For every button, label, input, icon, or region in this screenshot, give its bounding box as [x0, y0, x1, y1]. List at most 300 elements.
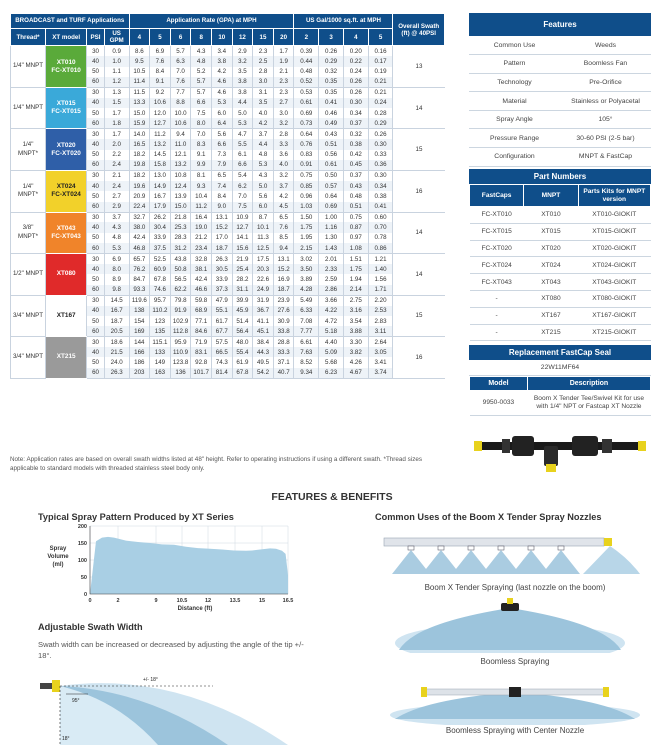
parts-row [470, 290, 651, 307]
feature-value: 30-60 PSI (2-5 bar) [560, 129, 651, 148]
table-cell: 13.9 [170, 191, 191, 201]
table-cell: 59.8 [191, 295, 212, 305]
table-cell: 4.7 [232, 129, 253, 139]
feature-value: Boomless Fan [560, 55, 651, 74]
chart-ylabel-line1: Spray [49, 546, 67, 552]
table-cell: 4.6 [211, 87, 232, 97]
table-cell: 18.7 [273, 285, 294, 295]
table-cell: 46.6 [191, 285, 212, 295]
section-title: FEATURES & BENEFITS [271, 491, 393, 503]
table-cell: 3.54 [343, 316, 368, 326]
model-cell: XT215 [46, 337, 87, 379]
table-cell: 154 [129, 316, 150, 326]
parts-cell: XT010 [524, 207, 578, 224]
table-cell: 9.8 [104, 285, 129, 295]
table-cell: 3.11 [368, 326, 393, 336]
table-cell: 3.2 [273, 170, 294, 180]
table-cell: 3.50 [294, 264, 319, 274]
table-cell: 2.1 [273, 67, 294, 77]
application-rate-table [10, 13, 445, 379]
feature-row [469, 55, 651, 74]
table-cell: 12.7 [150, 118, 171, 128]
table-row [11, 337, 445, 347]
feature-label: Material [469, 92, 560, 111]
table-cell: 95.7 [150, 295, 171, 305]
table-cell: 7.9 [211, 160, 232, 170]
col-header: Thread* [11, 29, 46, 46]
table-cell: 0.20 [343, 46, 368, 56]
table-cell: 0.37 [343, 170, 368, 180]
model-cell: XT015 FC-XT015 [46, 87, 87, 129]
model-cell: XT167 [46, 295, 87, 337]
parts-cell: FC-XT043 [470, 274, 524, 291]
table-cell: 0.30 [343, 98, 368, 108]
table-cell: 8.4 [211, 191, 232, 201]
table-cell: 0.16 [368, 46, 393, 56]
parts-cell: - [470, 324, 524, 341]
x-tick-label: 16.5 [282, 598, 294, 604]
table-cell: 92.8 [191, 357, 212, 367]
parts-cell: XT167 [524, 307, 578, 324]
parts-row [470, 240, 651, 257]
nozzle-icon [52, 680, 60, 692]
table-cell: 60 [87, 326, 105, 336]
table-cell: 0.35 [319, 77, 344, 87]
table-cell: 1.2 [104, 77, 129, 87]
table-cell: 60 [87, 77, 105, 87]
table-cell: 12.7 [232, 222, 253, 232]
table-cell: 60 [87, 368, 105, 378]
table-cell: 8.4 [150, 67, 171, 77]
table-cell: 4.0 [253, 108, 274, 118]
table-cell: 7.5 [191, 108, 212, 118]
table-cell: 0.69 [294, 108, 319, 118]
parts-cell: - [470, 290, 524, 307]
table-cell: 9.0 [211, 202, 232, 212]
table-cell: 10.8 [170, 170, 191, 180]
table-cell: 1.9 [273, 56, 294, 66]
table-cell: 0.21 [368, 87, 393, 97]
y-tick-label: 100 [77, 558, 87, 564]
table-cell: 15.9 [129, 118, 150, 128]
table-cell: 2.8 [273, 129, 294, 139]
table-cell: 0.61 [319, 160, 344, 170]
table-cell: 2.9 [232, 46, 253, 56]
table-cell: 4.67 [343, 368, 368, 378]
table-cell: 32.7 [129, 212, 150, 222]
col-header: 5 [150, 29, 171, 46]
table-cell: 7.6 [273, 222, 294, 232]
table-cell: 6.0 [211, 108, 232, 118]
table-cell: 3.30 [343, 337, 368, 347]
feature-value: Pre-Orifice [560, 73, 651, 92]
table-cell: 3.89 [294, 274, 319, 284]
table-cell: 23.4 [191, 243, 212, 253]
table-cell: 79.8 [170, 295, 191, 305]
table-cell: 23.9 [273, 295, 294, 305]
table-cell: 136 [170, 368, 191, 378]
x-tick-label: 9 [154, 598, 158, 604]
table-cell: 0.29 [368, 118, 393, 128]
table-cell: 2.14 [343, 285, 368, 295]
table-cell: 0.51 [343, 202, 368, 212]
parts-cell: XT015-GIOKIT [578, 223, 650, 240]
table-cell: 3.1 [253, 87, 274, 97]
table-cell: 6.6 [211, 139, 232, 149]
parts-cell: XT010-GIOKIT [578, 207, 650, 224]
table-cell: 40 [87, 98, 105, 108]
feature-row [469, 148, 651, 167]
table-cell: 5.0 [232, 108, 253, 118]
parts-cell: XT080 [524, 290, 578, 307]
table-cell: 9.4 [170, 129, 191, 139]
table-cell: 15.8 [150, 160, 171, 170]
table-cell: 2.7 [273, 98, 294, 108]
parts-cell: FC-XT010 [470, 207, 524, 224]
table-cell: 39.9 [232, 295, 253, 305]
table-cell: 0.75 [294, 170, 319, 180]
table-cell: 17.9 [150, 202, 171, 212]
table-cell: 8.9 [104, 274, 129, 284]
table-cell: 8.8 [170, 98, 191, 108]
table-cell: 203 [129, 368, 150, 378]
table-cell: 5.3 [253, 160, 274, 170]
table-cell: 65.7 [129, 254, 150, 264]
table-cell: 13.2 [170, 160, 191, 170]
table-cell: 0.91 [294, 160, 319, 170]
table-cell: 30 [87, 337, 105, 347]
table-cell: 18.6 [104, 337, 129, 347]
table-cell: 36.7 [253, 306, 274, 316]
table-cell: 9.1 [150, 77, 171, 87]
table-cell: 7.3 [211, 150, 232, 160]
y-tick-label: 50 [80, 575, 87, 581]
table-cell: 11.5 [129, 87, 150, 97]
table-cell: 21.5 [104, 347, 129, 357]
table-row [11, 87, 445, 97]
table-cell: 0.33 [368, 150, 393, 160]
column-header-row [11, 29, 445, 46]
table-cell: 0.70 [368, 222, 393, 232]
table-cell: 2.59 [319, 274, 344, 284]
table-cell: 67.8 [150, 274, 171, 284]
table-cell: 4.8 [191, 56, 212, 66]
table-cell: 28.2 [232, 274, 253, 284]
table-cell: 5.3 [232, 118, 253, 128]
table-cell: 4.72 [319, 316, 344, 326]
table-cell: 0.39 [294, 46, 319, 56]
table-cell: 1.75 [343, 264, 368, 274]
table-cell: 50 [87, 191, 105, 201]
table-cell: 5.0 [253, 181, 274, 191]
table-cell: 0.32 [319, 67, 344, 77]
table-cell: 30 [87, 170, 105, 180]
table-cell: 3.7 [273, 181, 294, 191]
x-tick-label: 2 [116, 598, 120, 604]
table-cell: 13.0 [150, 170, 171, 180]
table-cell: 45.9 [232, 306, 253, 316]
feature-label: Pressure Range [469, 129, 560, 148]
table-cell: 30 [87, 87, 105, 97]
table-cell: 56.5 [170, 274, 191, 284]
broadcast-header: BROADCAST and TURF Applications [11, 14, 130, 29]
model-cell: XT010 FC-XT010 [46, 46, 87, 88]
x-tick-label: 12 [204, 598, 212, 604]
table-cell: 5.7 [191, 87, 212, 97]
table-cell: 40.7 [273, 368, 294, 378]
table-cell: 4.3 [253, 170, 274, 180]
table-cell: 11.0 [170, 139, 191, 149]
table-cell: 19.0 [191, 222, 212, 232]
swath-cell: 15 [393, 129, 445, 171]
table-note: Note: Application rates are based on overall swath widths listed at 48" height. Refer to operating instructions if using a different swath. *Thread sizes applicable to standard models with threaded stainless steel body only. [10, 456, 422, 472]
chart-ylabel-line2: Volume [47, 554, 69, 560]
table-cell: 1.7 [104, 129, 129, 139]
table-cell: 3.8 [232, 77, 253, 87]
table-cell: 16.5 [129, 139, 150, 149]
table-cell: 21.8 [170, 212, 191, 222]
thread-cell: 1/2" MNPT [11, 254, 46, 296]
feature-label: Technology [469, 73, 560, 92]
table-cell: 101.7 [191, 368, 212, 378]
model-cell: XT080 [46, 254, 87, 296]
table-cell: 0.35 [319, 87, 344, 97]
col-header: 20 [273, 29, 294, 46]
table-cell: 10.6 [150, 98, 171, 108]
table-cell: 31.1 [232, 285, 253, 295]
table-cell: 0.78 [368, 233, 393, 243]
table-cell: 5.3 [211, 98, 232, 108]
table-cell: 5.6 [253, 191, 274, 201]
swath-title: Adjustable Swath Width [38, 622, 143, 632]
feature-label: Configuration [469, 148, 560, 167]
table-cell: 4.4 [253, 139, 274, 149]
uses-title: Common Uses of the Boom X Tender Spray Nozzles [375, 512, 602, 522]
table-cell: 149 [150, 357, 171, 367]
table-cell: 0.24 [368, 98, 393, 108]
table-cell: 2.1 [104, 170, 129, 180]
table-cell: 19.6 [129, 181, 150, 191]
model-cell: XT043 FC-XT043 [46, 212, 87, 254]
table-cell: 2.3 [273, 87, 294, 97]
feature-row [469, 73, 651, 92]
table-cell: 50 [87, 274, 105, 284]
table-cell: 2.15 [294, 243, 319, 253]
table-cell: 3.4 [211, 46, 232, 56]
table-cell: 31.9 [253, 295, 274, 305]
table-cell: 12.4 [170, 181, 191, 191]
table-cell: 26.3 [104, 368, 129, 378]
table-cell: 18.2 [129, 170, 150, 180]
table-cell: 7.6 [170, 77, 191, 87]
thread-cell: 1/4" MNPT [11, 87, 46, 129]
caption-boomless-center: Boomless Spraying with Center Nozzle [445, 726, 585, 735]
table-cell: 32.8 [191, 254, 212, 264]
table-cell: 10.1 [253, 222, 274, 232]
table-cell: 47.9 [211, 295, 232, 305]
table-cell: 57.5 [211, 337, 232, 347]
y-tick-label: 0 [83, 592, 87, 598]
table-cell: 12.1 [170, 150, 191, 160]
table-cell: 1.16 [319, 222, 344, 232]
table-cell: 0.96 [294, 191, 319, 201]
table-cell: 1.7 [104, 108, 129, 118]
table-cell: 60 [87, 202, 105, 212]
table-row [11, 212, 445, 222]
table-cell: 61.9 [232, 357, 253, 367]
boomless-spraying-illustration [385, 598, 645, 653]
table-cell: 138 [129, 306, 150, 316]
table-cell: 84.7 [129, 274, 150, 284]
table-cell: 0.97 [343, 233, 368, 243]
table-cell: 1.1 [104, 67, 129, 77]
table-cell: 8.7 [253, 212, 274, 222]
thread-cell: 1/4" MNPT* [11, 170, 46, 212]
table-cell: 0.38 [343, 139, 368, 149]
col-header: 2 [294, 29, 319, 46]
feature-row [469, 129, 651, 148]
table-cell: 6.23 [319, 368, 344, 378]
table-cell: 0.29 [319, 56, 344, 66]
col-header: 3 [319, 29, 344, 46]
table-cell: 8.5 [273, 233, 294, 243]
table-cell: 1.40 [368, 264, 393, 274]
table-cell: 4.6 [211, 77, 232, 87]
table-cell: 44.3 [253, 347, 274, 357]
table-cell: 5.09 [319, 347, 344, 357]
application-table-body [11, 46, 445, 379]
table-cell: 0.56 [319, 150, 344, 160]
table-cell: 22.4 [129, 202, 150, 212]
table-cell: 1.3 [104, 87, 129, 97]
table-cell: 7.5 [232, 202, 253, 212]
table-cell: 40 [87, 56, 105, 66]
table-cell: 0.64 [294, 129, 319, 139]
table-cell: 5.7 [191, 77, 212, 87]
parts-cell: XT020 [524, 240, 578, 257]
table-cell: 0.87 [343, 222, 368, 232]
table-cell: 2.3 [273, 77, 294, 87]
table-cell: 46.8 [129, 243, 150, 253]
table-cell: 0.30 [368, 170, 393, 180]
table-cell: 0.73 [294, 118, 319, 128]
table-cell: 6.1 [232, 150, 253, 160]
table-cell: 12.0 [150, 108, 171, 118]
table-cell: 52.5 [150, 254, 171, 264]
col-header: 4 [343, 29, 368, 46]
table-cell: 10.0 [170, 108, 191, 118]
table-cell: 60.9 [150, 264, 171, 274]
table-cell: 30 [87, 295, 105, 305]
table-cell: 1.56 [368, 274, 393, 284]
table-cell: 21.2 [191, 233, 212, 243]
table-cell: 0.32 [343, 129, 368, 139]
table-cell: 20.5 [104, 326, 129, 336]
swath-text: Swath width can be increased or decreased by adjusting the angle of the tip +/- 18°. [38, 640, 304, 660]
table-cell: 6.6 [232, 160, 253, 170]
col-header: XT model [46, 29, 87, 46]
table-cell: 3.0 [273, 108, 294, 118]
spray-volume-area [90, 537, 288, 594]
table-cell: 9.5 [129, 56, 150, 66]
table-cell: 3.82 [343, 347, 368, 357]
table-cell: 14.5 [104, 295, 129, 305]
table-cell: 17.5 [253, 254, 274, 264]
table-cell: 10.9 [232, 212, 253, 222]
table-cell: 5.6 [211, 129, 232, 139]
table-cell: 4.22 [319, 306, 344, 316]
chart-ylabel-line3: (ml) [52, 562, 64, 568]
col-header: US GPM [104, 29, 129, 46]
table-cell: 60 [87, 285, 105, 295]
table-cell: 40 [87, 222, 105, 232]
table-cell: 8.3 [191, 139, 212, 149]
parts-cell: XT024-GIOKIT [578, 257, 650, 274]
table-cell: 30.4 [150, 222, 171, 232]
table-cell: 0.21 [368, 77, 393, 87]
table-cell: 37.3 [211, 285, 232, 295]
x-tick-label: 10.5 [176, 598, 188, 604]
table-cell: 76.2 [129, 264, 150, 274]
table-cell: 133 [150, 347, 171, 357]
table-cell: 50.8 [170, 264, 191, 274]
table-cell: 102.9 [170, 316, 191, 326]
table-cell: 4.8 [253, 150, 274, 160]
table-cell: 1.51 [343, 254, 368, 264]
table-row [11, 170, 445, 180]
table-cell: 2.0 [104, 139, 129, 149]
table-cell: 10.6 [170, 118, 191, 128]
table-cell: 0.45 [343, 160, 368, 170]
table-cell: 9.4 [273, 243, 294, 253]
table-cell: 37.5 [150, 243, 171, 253]
table-cell: 9.9 [191, 160, 212, 170]
table-cell: 7.63 [294, 347, 319, 357]
swath-cell: 14 [393, 87, 445, 129]
table-cell: 0.61 [294, 98, 319, 108]
table-cell: 2.53 [368, 306, 393, 316]
table-cell: 16.9 [273, 274, 294, 284]
tee-kit-image [472, 422, 648, 474]
thread-cell: 1/4" MNPT [11, 46, 46, 88]
table-cell: 55.4 [232, 347, 253, 357]
feature-value: MNPT & FastCap [560, 148, 651, 167]
table-cell: 135 [150, 326, 171, 336]
table-cell: 3.0 [253, 77, 274, 87]
description-value: Boom X Tender Tee/Swivel Kit for use with 1/4" NPT or Fastcap XT Nozzle [527, 391, 650, 416]
col-header: 6 [170, 29, 191, 46]
col-header: 4 [129, 29, 150, 46]
feature-label: Common Use [469, 36, 560, 55]
table-cell: 0.17 [368, 56, 393, 66]
table-cell: 22.6 [253, 274, 274, 284]
table-cell: 40 [87, 347, 105, 357]
table-row [11, 254, 445, 264]
x-tick-label: 15 [258, 598, 266, 604]
table-cell: 1.0 [104, 56, 129, 66]
table-cell: 38.0 [129, 222, 150, 232]
table-cell: 0.64 [319, 191, 344, 201]
table-cell: 84.6 [191, 326, 212, 336]
table-cell: 17.0 [211, 233, 232, 243]
table-cell: 54.2 [253, 368, 274, 378]
table-cell: 24.9 [253, 285, 274, 295]
table-cell: 2.9 [104, 202, 129, 212]
table-cell: 3.05 [368, 347, 393, 357]
parts-cell: XT215-GIOKIT [578, 324, 650, 341]
feature-label: Spray Angle [469, 110, 560, 129]
table-cell: 6.5 [211, 170, 232, 180]
